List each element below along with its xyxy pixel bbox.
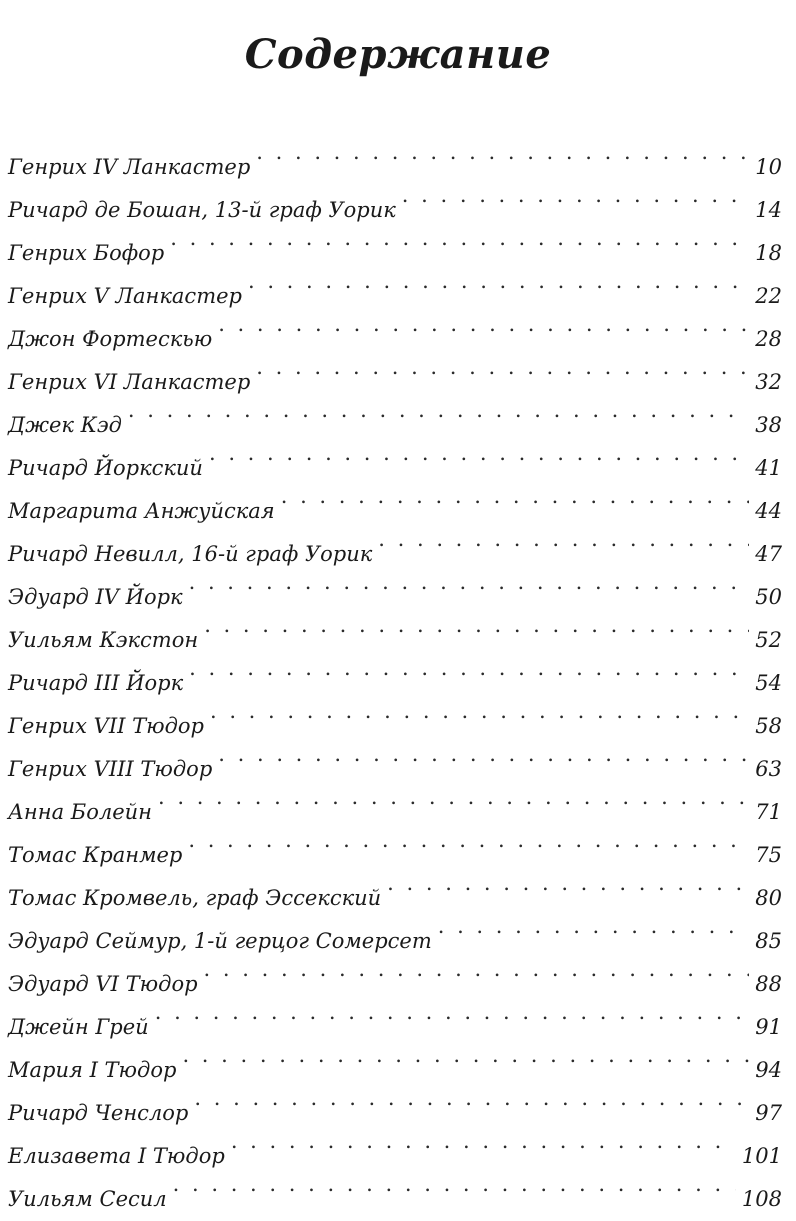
toc-entry-title: Уильям Кэкстон — [8, 619, 204, 662]
toc-entry-title: Ричард Невилл, 16-й граф Уорик — [8, 533, 378, 576]
toc-entry-page: 41 — [749, 447, 782, 490]
toc-entry-title: Генрих VI Ланкастер — [8, 361, 256, 404]
toc-entry-page: 97 — [749, 1092, 782, 1135]
page-title: Содержание — [244, 30, 552, 78]
toc-entry-title: Генрих V Ланкастер — [8, 275, 248, 318]
table-of-contents — [8, 131, 782, 1211]
toc-entry-page: 54 — [749, 662, 782, 705]
toc-entry-title: Генрих VII Тюдор — [8, 705, 210, 748]
toc-entry-title: Генрих Бофор — [8, 232, 170, 275]
toc-entry-page: 14 — [749, 189, 782, 232]
toc-entry-title: Анна Болейн — [8, 791, 158, 834]
toc-entry-title: Эдуард Сеймур, 1-й герцог Сомерсет — [8, 920, 438, 963]
toc-entry-page: 108 — [736, 1178, 782, 1221]
toc-entry-page: 47 — [749, 533, 782, 576]
toc-entry-page: 85 — [749, 920, 782, 963]
dot-leader — [155, 991, 750, 1034]
toc-entry-title: Елизавета I Тюдор — [8, 1135, 231, 1178]
dot-leader — [281, 475, 750, 518]
toc-entry-page: 50 — [749, 576, 782, 619]
dot-leader — [128, 389, 749, 432]
toc-entry-page: 32 — [749, 361, 782, 404]
dot-leader — [218, 303, 749, 346]
toc-entry-title: Томас Кранмер — [8, 834, 188, 877]
toc-entry-title: Томас Кромвель, граф Эссекский — [8, 877, 387, 920]
toc-entry-title: Ричард де Бошан, 13-й граф Уорик — [8, 189, 402, 232]
toc-entry-page: 10 — [749, 146, 782, 189]
dot-leader — [189, 647, 749, 690]
dot-leader — [210, 690, 749, 733]
dot-leader — [256, 131, 749, 174]
toc-entry-title: Джон Фортескью — [8, 318, 218, 361]
toc-entry-title: Джек Кэд — [8, 404, 128, 447]
toc-entry-title: Ричард Ченслор — [8, 1092, 194, 1135]
toc-entry-page: 71 — [749, 791, 782, 834]
toc-entry-title: Мария I Тюдор — [8, 1049, 182, 1092]
toc-entry-title: Эдуард IV Йорк — [8, 576, 189, 619]
toc-entry-page: 88 — [749, 963, 782, 1006]
toc-entry — [8, 131, 782, 179]
toc-entry-title: Джейн Грей — [8, 1006, 155, 1049]
toc-entry-title: Ричард Йоркский — [8, 447, 209, 490]
toc-entry-page: 52 — [749, 619, 782, 662]
toc-entry-title: Генрих IV Ланкастер — [8, 146, 256, 189]
toc-entry-page: 38 — [749, 404, 782, 447]
toc-entry-page: 80 — [749, 877, 782, 920]
toc-entry-title: Ричард III Йорк — [8, 662, 189, 705]
dot-leader — [204, 948, 750, 991]
dot-leader — [158, 776, 749, 819]
dot-leader — [438, 905, 750, 948]
toc-entry-page: 18 — [749, 232, 782, 275]
toc-entry-page: 63 — [749, 748, 782, 791]
toc-entry-page: 58 — [749, 705, 782, 748]
dot-leader — [194, 1077, 749, 1120]
toc-entry-title: Маргарита Анжуйская — [8, 490, 281, 533]
toc-entry-page: 94 — [749, 1049, 782, 1092]
dot-leader — [248, 260, 749, 303]
dot-leader — [378, 518, 749, 561]
dot-leader — [231, 1120, 736, 1163]
toc-entry-title: Эдуард VI Тюдор — [8, 963, 204, 1006]
dot-leader — [182, 1034, 749, 1077]
dot-leader — [387, 862, 749, 905]
toc-entry-page: 22 — [749, 275, 782, 318]
toc-entry-page: 44 — [749, 490, 782, 533]
dot-leader — [218, 733, 749, 776]
dot-leader — [402, 174, 749, 217]
toc-entry-page: 101 — [736, 1135, 782, 1178]
dot-leader — [188, 819, 749, 862]
toc-entry-page: 28 — [749, 318, 782, 361]
toc-entry-page: 75 — [749, 834, 782, 877]
dot-leader — [256, 346, 749, 389]
toc-entry-page: 91 — [749, 1006, 782, 1049]
dot-leader — [204, 604, 749, 647]
dot-leader — [209, 432, 749, 475]
toc-entry-title: Уильям Сесил — [8, 1178, 173, 1221]
dot-leader — [170, 217, 749, 260]
dot-leader — [189, 561, 750, 604]
toc-entry-title: Генрих VIII Тюдор — [8, 748, 218, 791]
